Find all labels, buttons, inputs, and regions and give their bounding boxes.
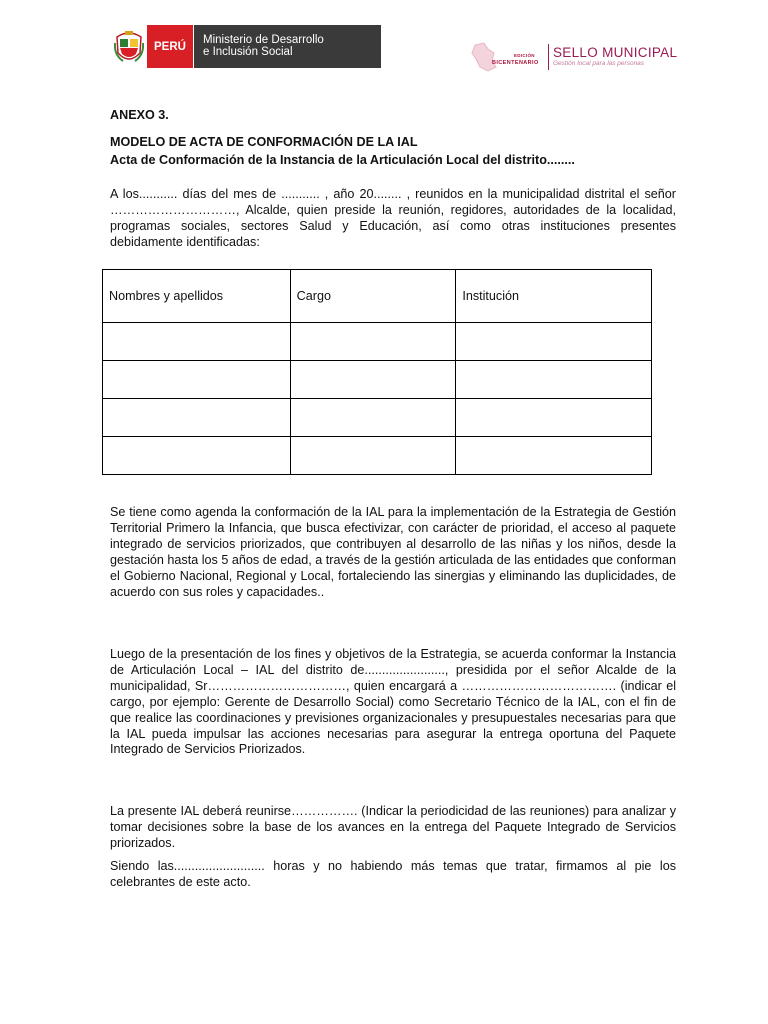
- table-cell: [290, 437, 456, 475]
- bicentenario-logo: [470, 41, 548, 73]
- sello-title: SELLO MUNICIPAL: [553, 45, 678, 60]
- sello-divider: [548, 44, 549, 70]
- bicentenario-edicion: EDICIÓN: [514, 53, 535, 58]
- table-row: [103, 399, 652, 437]
- table-cell: [456, 437, 652, 475]
- intro-paragraph: A los........... días del mes de ........... , año 20........ , reunidos en la municipalidad distrital el señor …………………………, Alcalde, quien preside la reunión, regidores, autoridades de la localidad, programas sociales, sectores Salud y Educación, así como otras instituciones presentes debidamente identificadas:: [110, 187, 676, 249]
- table-row: [103, 361, 652, 399]
- table-header-row: [103, 270, 652, 323]
- reunion-paragraph: La presente IAL deberá reunirse……………. (Indicar la periodicidad de las reuniones) para analizar y tomar decisiones sobre la base de los avances en la entrega del Paquete Integrado de Servicios priorizados.: [110, 804, 676, 850]
- cierre-paragraph: Siendo las.......................... horas y no habiendo más temas que tratar, firmamos al pie los celebrantes de este acto.: [110, 859, 676, 889]
- ministry-line-2: e Inclusión Social: [203, 46, 293, 58]
- table-cell: [290, 361, 456, 399]
- bicentenario-map-icon: [470, 41, 500, 73]
- header-institucion: Institución: [456, 270, 652, 323]
- table-cell: [290, 323, 456, 361]
- table-cell: [103, 437, 291, 475]
- peru-label: PERÚ: [154, 40, 186, 53]
- table-cell: [456, 399, 652, 437]
- table-cell: [103, 361, 291, 399]
- sello-municipal-logo: [470, 40, 677, 74]
- attendees-table: [102, 269, 652, 475]
- sello-subtitle: Gestión local para las personas: [553, 60, 645, 67]
- peru-label-box: [147, 25, 193, 68]
- table-row: [103, 323, 652, 361]
- table-cell: [103, 323, 291, 361]
- peru-coat-of-arms-icon: [111, 25, 147, 68]
- sello-text-block: [553, 46, 677, 68]
- table-cell: [456, 323, 652, 361]
- table-cell: [456, 361, 652, 399]
- ministry-name-box: [193, 25, 381, 68]
- agenda-paragraph: Se tiene como agenda la conformación de la IAL para la implementación de la Estrategia de Gestión Territorial Primero la Infancia, que busca efectivizar, con carácter de prioridad, el acceso al paquete integrado de servicios priorizados, que contribuyen al desarrollo de las niñas y los niños, desde la gestación hasta los 5 años de edad, a través de la gestión articulada de las entidades que conforman el Gobierno Nacional, Regional y Local, fortaleciendo las sinergias y eliminando las duplicidades, de acuerdo con sus roles y capacidades..: [110, 505, 676, 599]
- modelo-title: MODELO DE ACTA DE CONFORMACIÓN DE LA IAL: [110, 135, 418, 149]
- header-cargo: Cargo: [290, 270, 456, 323]
- bicentenario-label: BICENTENARIO: [492, 60, 539, 66]
- header-nombres: Nombres y apellidos: [103, 270, 291, 323]
- table-cell: [290, 399, 456, 437]
- midis-logo: [111, 25, 381, 68]
- table-row: [103, 437, 652, 475]
- ministry-line-1: Ministerio de Desarrollo: [203, 34, 324, 46]
- anexo-label: ANEXO 3.: [110, 108, 169, 122]
- acta-title: Acta de Conformación de la Instancia de la Articulación Local del distrito........: [110, 153, 575, 167]
- acuerdo-paragraph: Luego de la presentación de los fines y objetivos de la Estrategia, se acuerda conformar la Instancia de Articulación Local – IAL del distrito de......................., presidida por el señor Alcalde de la municipalidad, Sr……………………………, quien encargará a ………………………………. (indicar el cargo, por ejemplo: Gerente de Desarrollo Social) como Secretario Técnico de la IAL, con el fin de que realice las coordinaciones y previsiones organizacionales y presupuestales necesarias para que la IAL pueda impulsar las acciones necesarias para asegurar la entrega oportuna del Paquete Integrado de Servicios Priorizados.: [110, 647, 676, 757]
- table-cell: [103, 399, 291, 437]
